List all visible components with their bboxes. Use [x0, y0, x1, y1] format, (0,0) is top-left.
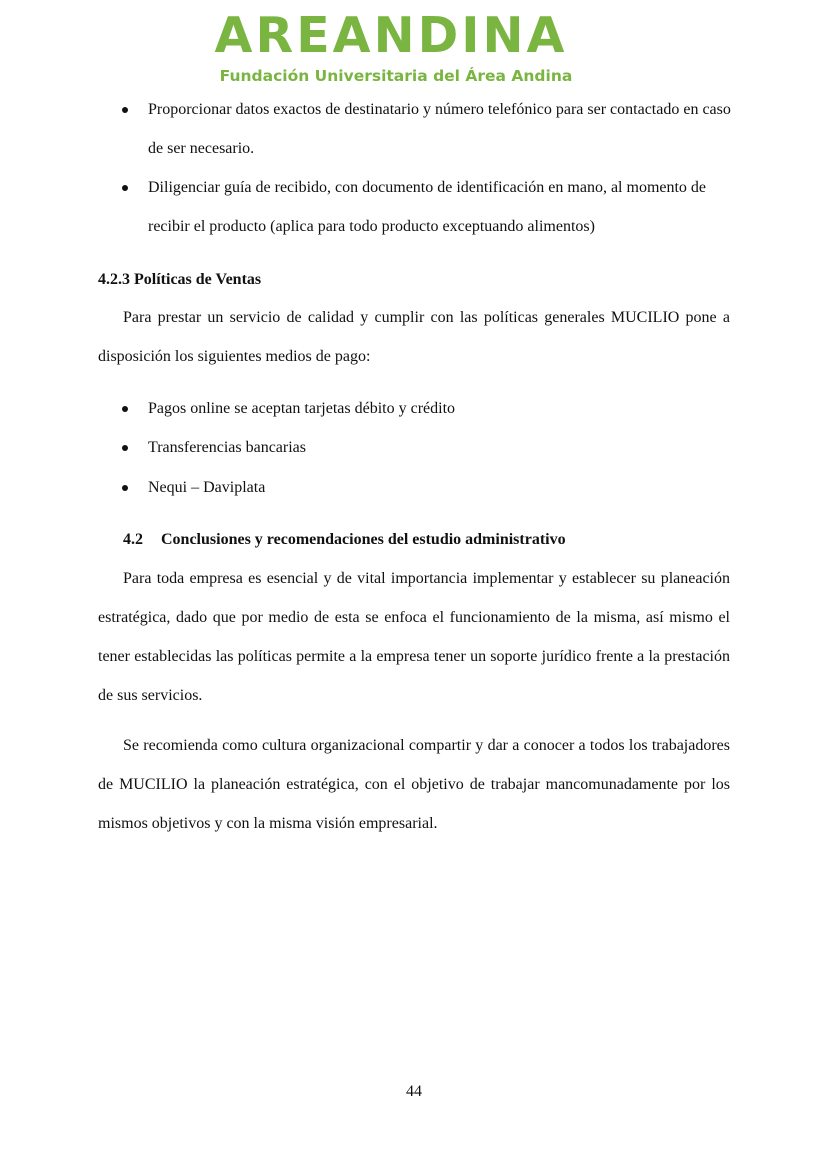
bullet-dot [122, 406, 128, 412]
section-heading-4-2-3: 4.2.3 Políticas de Ventas [98, 271, 262, 288]
bullet-dot [122, 107, 128, 113]
conclusion-paragraph: Para toda empresa es esencial y de vital importancia implementar y establecer su planeación estratégica, dado que por medio de esta se enfoca el funcionamiento de la misma, así mismo el tener establecidas las políticas permite a la empresa tener un soporte jurídico frente a la prestación de sus servicios. [98, 570, 730, 704]
list-item-text: Diligenciar guía de recibido, con documento de identificación en mano, al momento de recibir el producto (aplica para todo producto exceptuando alimentos) [148, 179, 707, 235]
list-item-text: Nequi – Daviplata [148, 479, 266, 496]
list-item-text: Pagos online se aceptan tarjetas débito y crédito [148, 400, 456, 417]
section-intro-paragraph: Para prestar un servicio de calidad y cumplir con las políticas generales MUCILIO pone a disposición los siguientes medios de pago: [98, 309, 730, 365]
list-item-text: Transferencias bancarias [148, 439, 307, 456]
list-item-text: Proporcionar datos exactos de destinatario y número telefónico para ser contactado en caso de ser necesario. [148, 101, 731, 157]
logo-wordmark: AREANDINA [214, 7, 568, 64]
page-number: 44 [406, 1083, 422, 1100]
bullet-dot [122, 445, 128, 451]
logo-subtitle: Fundación Universitaria del Área Andina [219, 67, 573, 85]
section-number-4-2: 4.2 [123, 531, 143, 548]
section-heading-4-2: Conclusiones y recomendaciones del estudio administrativo [161, 531, 566, 548]
recommendation-paragraph: Se recomienda como cultura organizacional compartir y dar a conocer a todos los trabajadores de MUCILIO la planeación estratégica, con el objetivo de trabajar mancomunadamente por los mismos objetivos y con la misma visión empresarial. [98, 737, 730, 832]
institution-logo [0, 7, 828, 85]
bullet-dot [122, 185, 128, 191]
bullet-dot [122, 485, 128, 491]
